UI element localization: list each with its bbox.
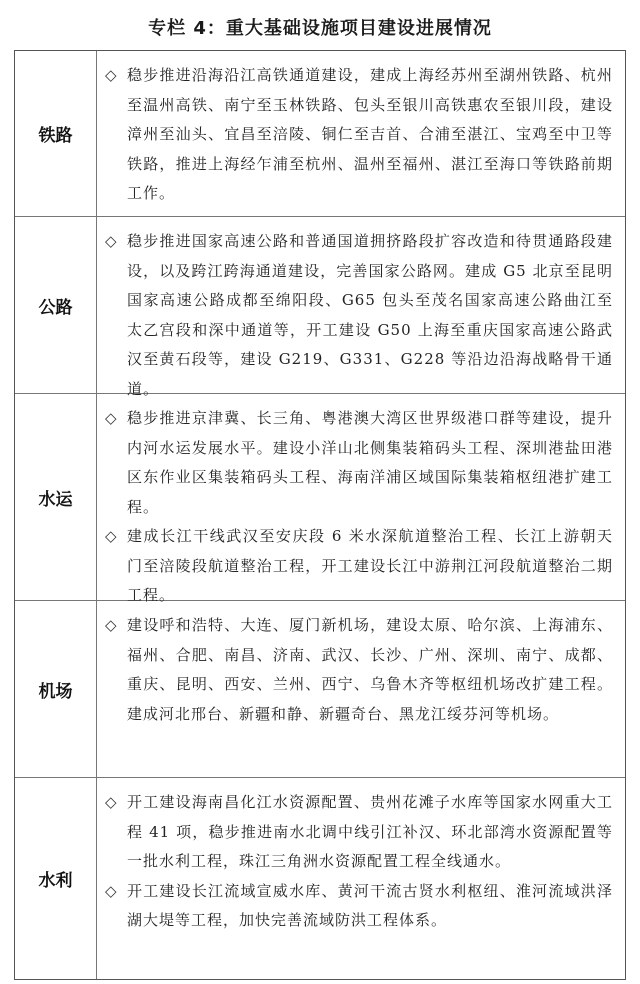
- item-text: 建设呼和浩特、大连、厦门新机场，建设太原、哈尔滨、上海浦东、福州、合肥、南昌、济南、武汉、长沙、广州、深圳、南宁、成都、重庆、昆明、西安、兰州、西宁、乌鲁木齐等枢纽机场改扩建工程。建成河北邢台、新疆和静、新疆奇台、黑龙江绥芬河等机场。: [127, 616, 613, 723]
- list-item: [105, 404, 613, 522]
- item-text: 稳步推进国家高速公路和普通国道拥挤路段扩容改造和待贯通路段建设，以及跨江跨海通道建设，完善国家公路网。建成 G5 北京至昆明国家高速公路成都至绵阳段、G65 包头至茂名国家高速公路曲江至太乙宫段和深中通道等，开工建设 G50 上海至重庆国家高速公路武汉至黄石段等，建设 G219、G331、G228 等沿边沿海战略骨干通道。: [127, 232, 613, 398]
- table-row: [15, 393, 625, 604]
- table-row: [15, 216, 625, 398]
- table-row: [15, 51, 625, 216]
- category-label: 水利: [15, 778, 97, 979]
- list-item: [105, 611, 613, 729]
- list-item: [105, 227, 613, 404]
- category-content: [97, 394, 625, 604]
- category-label: 铁路: [15, 51, 97, 216]
- item-text: 稳步推进沿海沿江高铁通道建设，建成上海经苏州至湖州铁路、杭州至温州高铁、南宁至玉林铁路、包头至银川高铁惠农至银川段，建设漳州至汕头、宜昌至涪陵、铜仁至吉首、合浦至湛江、宝鸡至中卫等铁路，推进上海经乍浦至杭州、温州至福州、湛江至海口等铁路前期工作。: [127, 66, 613, 202]
- list-item: [105, 61, 613, 209]
- list-item: [105, 877, 613, 936]
- item-text: 开工建设长江流域宣威水库、黄河干流古贤水利枢纽、淮河流域洪泽湖大堤等工程，加快完善流域防洪工程体系。: [127, 881, 613, 929]
- category-content: [97, 601, 625, 777]
- diamond-bullet-icon: ◇: [105, 66, 117, 84]
- diamond-bullet-icon: ◇: [105, 881, 117, 900]
- category-label: 机场: [15, 601, 97, 777]
- diamond-bullet-icon: ◇: [105, 409, 117, 427]
- table-row: [15, 777, 625, 979]
- list-item: [105, 522, 613, 611]
- item-text: 稳步推进京津冀、长三角、粤港澳大湾区世界级港口群等建设，提升内河水运发展水平。建设小洋山北侧集装箱码头工程、深圳港盐田港区东作业区集装箱码头工程、海南洋浦区域国际集装箱枢纽港扩建工程。: [127, 409, 613, 516]
- category-content: [97, 217, 625, 398]
- item-text: 开工建设海南昌化江水资源配置、贵州花滩子水库等国家水网重大工程 41 项，稳步推进南水北调中线引江补汉、环北部湾水资源配置等一批水利工程，珠江三角洲水资源配置工程全线通水。: [127, 793, 613, 870]
- list-item: [105, 788, 613, 877]
- category-label: 水运: [15, 394, 97, 600]
- category-content: [97, 778, 625, 979]
- item-text: 建成长江干线武汉至安庆段 6 米水深航道整治工程、长江上游朝天门至涪陵段航道整治工程，开工建设长江中游荆江河段航道整治二期工程。: [127, 527, 613, 604]
- table-row: [15, 600, 625, 777]
- diamond-bullet-icon: ◇: [105, 616, 117, 634]
- category-label: 公路: [15, 217, 97, 393]
- project-table: [14, 50, 626, 980]
- category-content: [97, 51, 625, 216]
- page-title: 专栏 4：重大基础设施项目建设进展情况: [148, 18, 492, 39]
- diamond-bullet-icon: ◇: [105, 793, 117, 811]
- diamond-bullet-icon: ◇: [105, 232, 117, 250]
- diamond-bullet-icon: ◇: [105, 527, 117, 545]
